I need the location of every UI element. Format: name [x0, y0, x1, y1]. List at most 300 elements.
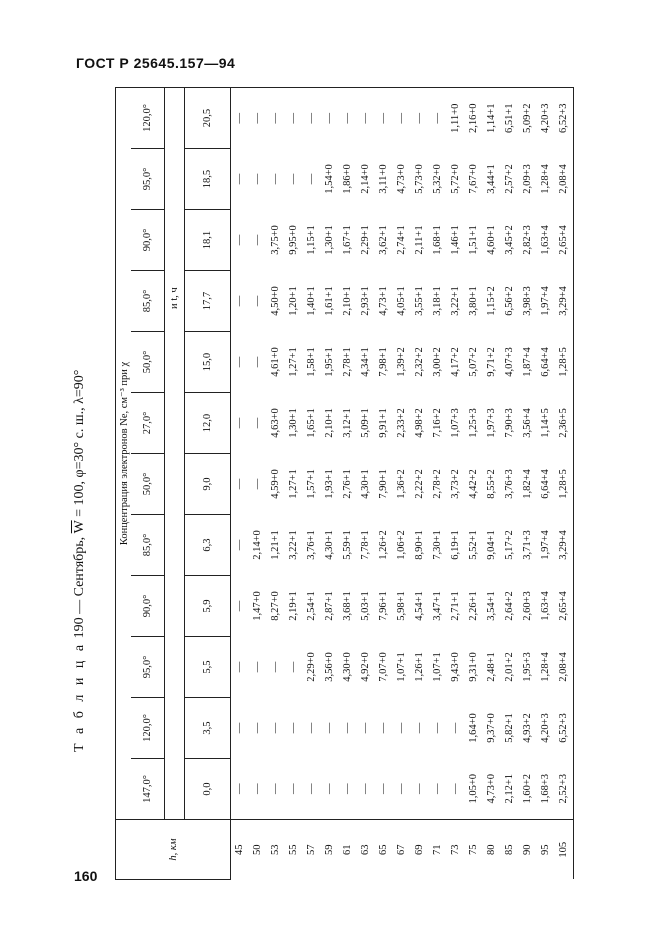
- concentration-cell: —: [450, 722, 461, 734]
- table-row: [465, 88, 483, 880]
- concentration-cell: 7,90+1: [378, 469, 389, 499]
- table-row: [519, 88, 537, 880]
- concentration-cell: 1,07+1: [432, 652, 443, 682]
- concentration-cell: 2,64+2: [504, 591, 515, 621]
- concentration-cell: 1,28+4: [540, 652, 551, 682]
- concentration-cell: —: [234, 539, 245, 551]
- concentration-cell: 2,29+1: [360, 225, 371, 255]
- table-row: [357, 88, 375, 880]
- concentration-cell: 1,15+2: [486, 286, 497, 316]
- time-header: 17,7: [185, 271, 231, 332]
- concentration-cell: 4,34+1: [360, 347, 371, 377]
- time-header: 20,5: [185, 88, 231, 149]
- concentration-cell: 2,65+4: [555, 210, 574, 271]
- concentration-cell: 9,37+0: [486, 713, 497, 743]
- concentration-cell: 1,93+1: [324, 469, 335, 499]
- concentration-cell: 7,96+1: [378, 591, 389, 621]
- chi-header: 50,0°: [131, 454, 165, 515]
- concentration-cell: 3,56+0: [324, 652, 335, 682]
- concentration-cell: 7,90+3: [504, 408, 515, 438]
- table-row: [429, 88, 447, 880]
- concentration-cell: —: [285, 88, 303, 149]
- table-row: [555, 88, 574, 880]
- concentration-cell: 1,97+4: [540, 286, 551, 316]
- concentration-cell: —: [270, 173, 281, 185]
- concentration-cell: —: [342, 722, 353, 734]
- concentration-cell: 1,30+1: [324, 225, 335, 255]
- concentration-cell: 1,57+1: [306, 469, 317, 499]
- concentration-cell: 5,72+0: [450, 164, 461, 194]
- concentration-cell: —: [339, 88, 357, 149]
- altitude-cell: 71: [429, 820, 447, 880]
- altitude-cell: 65: [375, 820, 393, 880]
- concentration-cell: 1,65+1: [306, 408, 317, 438]
- concentration-cell: 2,33+2: [396, 408, 407, 438]
- table-row: [447, 88, 465, 880]
- altitude-cell: 105: [555, 820, 574, 880]
- concentration-cell: —: [288, 173, 299, 185]
- concentration-cell: 2,29+0: [306, 652, 317, 682]
- concentration-cell: 1,95+3: [522, 652, 533, 682]
- concentration-cell: —: [375, 88, 393, 149]
- altitude-cell: 63: [357, 820, 375, 880]
- concentration-cell: 3,73+2: [450, 469, 461, 499]
- concentration-cell: 3,56+4: [522, 408, 533, 438]
- concentration-cell: —: [288, 783, 299, 794]
- altitude-cell: 55: [285, 820, 303, 880]
- table-row: [393, 88, 411, 880]
- concentration-cell: —: [357, 88, 375, 149]
- concentration-cell: 9,43+0: [450, 652, 461, 682]
- concentration-cell: 2,10+1: [342, 286, 353, 316]
- electron-concentration-table: [115, 87, 574, 880]
- concentration-cell: 2,48+1: [486, 652, 497, 682]
- concentration-cell: 1,27+1: [288, 347, 299, 377]
- concentration-cell: 4,20+3: [540, 713, 551, 743]
- table-row: [339, 88, 357, 880]
- chi-header: 90,0°: [131, 210, 165, 271]
- concentration-cell: 1,06+2: [396, 530, 407, 560]
- concentration-cell: —: [414, 722, 425, 734]
- concentration-cell: 5,73+0: [414, 164, 425, 194]
- page-number: 160: [74, 868, 98, 884]
- concentration-cell: 4,93+2: [522, 713, 533, 743]
- table-row: [231, 88, 250, 880]
- concentration-cell: 2,36+5: [555, 393, 574, 454]
- concentration-cell: —: [234, 478, 245, 490]
- concentration-cell: —: [432, 783, 443, 794]
- concentration-cell: —: [252, 722, 263, 734]
- concentration-cell: 1,26+1: [414, 652, 425, 682]
- concentration-cell: —: [270, 661, 281, 673]
- concentration-cell: —: [234, 234, 245, 246]
- concentration-cell: 4,07+3: [504, 347, 515, 377]
- concentration-cell: 2,52+3: [555, 759, 574, 820]
- concentration-cell: 7,07+0: [378, 652, 389, 682]
- concentration-cell: 1,82+4: [522, 469, 533, 499]
- concentration-cell: 2,14+0: [252, 530, 263, 560]
- concentration-cell: 4,30+0: [342, 652, 353, 682]
- concentration-cell: 4,30+1: [360, 469, 371, 499]
- concentration-cell: 3,54+1: [486, 591, 497, 621]
- concentration-cell: —: [306, 173, 317, 185]
- concentration-cell: 3,29+4: [555, 271, 574, 332]
- concentration-cell: 1,27+1: [288, 469, 299, 499]
- concentration-cell: 4,50+0: [270, 286, 281, 316]
- chi-header: 95,0°: [131, 149, 165, 210]
- concentration-cell: 1,46+1: [450, 225, 461, 255]
- concentration-cell: 4,42+2: [468, 469, 479, 499]
- concentration-cell: 5,98+1: [396, 591, 407, 621]
- concentration-cell: 4,92+0: [360, 652, 371, 682]
- concentration-cell: 4,73+1: [378, 286, 389, 316]
- concentration-cell: 4,63+0: [270, 408, 281, 438]
- concentration-cell: 2,08+4: [555, 637, 574, 698]
- concentration-cell: 5,59+1: [342, 530, 353, 560]
- concentration-cell: 4,54+1: [414, 591, 425, 621]
- time-header: 5,9: [185, 576, 231, 637]
- concentration-cell: —: [234, 600, 245, 612]
- chi-header: 27,0°: [131, 393, 165, 454]
- concentration-cell: —: [450, 783, 461, 794]
- altitude-cell: 57: [303, 820, 321, 880]
- concentration-cell: 1,36+2: [396, 469, 407, 499]
- concentration-cell: —: [414, 783, 425, 794]
- concentration-cell: 2,14+0: [360, 164, 371, 194]
- concentration-cell: —: [252, 417, 263, 429]
- concentration-cell: 5,07+2: [468, 347, 479, 377]
- chi-header: 120,0°: [131, 88, 165, 149]
- altitude-cell: 69: [411, 820, 429, 880]
- concentration-cell: —: [303, 88, 321, 149]
- concentration-cell: 1,97+4: [540, 530, 551, 560]
- concentration-cell: —: [324, 783, 335, 794]
- concentration-cell: 6,51+1: [501, 88, 519, 149]
- concentration-cell: —: [234, 417, 245, 429]
- table-row: [501, 88, 519, 880]
- altitude-cell: 85: [501, 820, 519, 880]
- concentration-cell: 1,54+0: [324, 164, 335, 194]
- concentration-cell: 1,07+1: [396, 652, 407, 682]
- chi-header: 120,0°: [131, 698, 165, 759]
- concentration-cell: —: [432, 722, 443, 734]
- concentration-cell: 3,44+1: [486, 164, 497, 194]
- time-header: 5,5: [185, 637, 231, 698]
- concentration-cell: 4,73+0: [486, 773, 497, 804]
- concentration-cell: 3,62+1: [378, 225, 389, 255]
- concentration-cell: 2,78+1: [342, 347, 353, 377]
- chi-header: 85,0°: [131, 515, 165, 576]
- concentration-cell: 6,56+2: [504, 286, 515, 316]
- concentration-cell: 3,98+3: [522, 286, 533, 316]
- concentration-cell: 8,55+2: [486, 469, 497, 499]
- concentration-cell: —: [306, 722, 317, 734]
- concentration-cell: 6,64+4: [540, 347, 551, 377]
- concentration-cell: 4,20+3: [537, 88, 555, 149]
- table-row: [249, 88, 267, 880]
- concentration-cell: —: [270, 783, 281, 794]
- h-header: h, км: [116, 820, 231, 880]
- concentration-cell: 1,39+2: [396, 347, 407, 377]
- altitude-cell: 50: [249, 820, 267, 880]
- concentration-cell: 3,80+1: [468, 286, 479, 316]
- concentration-cell: 2,76+1: [342, 469, 353, 499]
- concentration-cell: 7,78+1: [360, 530, 371, 560]
- concentration-cell: 2,57+2: [504, 164, 515, 194]
- concentration-cell: 2,19+1: [288, 591, 299, 621]
- time-header: 18,1: [185, 210, 231, 271]
- concentration-cell: 1,11+0: [447, 88, 465, 149]
- concentration-cell: 1,15+1: [306, 225, 317, 255]
- concentration-cell: 4,30+1: [324, 530, 335, 560]
- concentration-cell: 2,08+4: [555, 149, 574, 210]
- table-title-number: 190: [72, 617, 87, 639]
- concentration-cell: 1,28+4: [540, 164, 551, 194]
- concentration-cell: 2,78+2: [432, 469, 443, 499]
- concentration-cell: 4,60+1: [486, 225, 497, 255]
- concentration-cell: 7,30+1: [432, 530, 443, 560]
- concentration-cell: —: [252, 661, 263, 673]
- concentration-cell: —: [360, 783, 371, 794]
- time-header: 9,0: [185, 454, 231, 515]
- concentration-cell: 7,16+2: [432, 408, 443, 438]
- chi-header: 95,0°: [131, 637, 165, 698]
- concentration-cell: 4,05+1: [396, 286, 407, 316]
- time-header: 6,3: [185, 515, 231, 576]
- concentration-cell: 9,31+0: [468, 652, 479, 682]
- concentration-cell: 4,61+0: [270, 347, 281, 377]
- concentration-cell: 1,20+1: [288, 286, 299, 316]
- concentration-cell: 9,71+2: [486, 347, 497, 377]
- concentration-cell: 3,75+0: [270, 225, 281, 255]
- document-header: ГОСТ Р 25645.157—94: [76, 55, 236, 71]
- concentration-cell: 3,71+3: [522, 530, 533, 560]
- concentration-cell: 2,26+1: [468, 591, 479, 621]
- chi-header: 147,0°: [131, 759, 165, 820]
- concentration-cell: 1,63+4: [540, 225, 551, 255]
- concentration-cell: 1,68+1: [432, 225, 443, 255]
- altitude-cell: 80: [483, 820, 501, 880]
- concentration-cell: 3,76+1: [306, 530, 317, 560]
- concentration-cell: 1,61+1: [324, 286, 335, 316]
- concentration-cell: —: [378, 722, 389, 734]
- concentration-cell: —: [342, 783, 353, 794]
- time-header: 0,0: [185, 759, 231, 820]
- concentration-cell: 1,25+3: [468, 408, 479, 438]
- concentration-cell: 3,22+1: [450, 286, 461, 316]
- concentration-cell: 2,32+2: [414, 347, 425, 377]
- concentration-cell: —: [234, 173, 245, 185]
- concentration-cell: 1,14+5: [540, 408, 551, 438]
- concentration-cell: 5,52+1: [468, 530, 479, 560]
- concentration-cell: 6,52+3: [555, 698, 574, 759]
- concentration-cell: 4,17+2: [450, 347, 461, 377]
- concentration-cell: —: [360, 722, 371, 734]
- concentration-cell: 5,09+1: [360, 408, 371, 438]
- altitude-cell: 53: [267, 820, 285, 880]
- concentration-cell: —: [234, 722, 245, 734]
- concentration-cell: 1,40+1: [306, 286, 317, 316]
- concentration-cell: 1,64+0: [468, 713, 479, 743]
- time-header: 18,5: [185, 149, 231, 210]
- concentration-cell: —: [234, 661, 245, 673]
- concentration-cell: 6,19+1: [450, 530, 461, 560]
- concentration-cell: 5,09+2: [519, 88, 537, 149]
- concentration-cell: 7,98+1: [378, 347, 389, 377]
- concentration-cell: 5,82+1: [504, 713, 515, 743]
- concentration-cell: 1,47+0: [252, 591, 263, 621]
- table-row: [321, 88, 339, 880]
- altitude-cell: 95: [537, 820, 555, 880]
- concentration-cell: 2,09+3: [522, 164, 533, 194]
- t-header: и t, ч: [165, 88, 185, 820]
- concentration-cell: —: [324, 722, 335, 734]
- concentration-cell: 3,22+1: [288, 530, 299, 560]
- concentration-cell: 3,11+0: [378, 164, 389, 194]
- concentration-cell: 1,97+3: [486, 408, 497, 438]
- table-row: [285, 88, 303, 880]
- concentration-cell: 2,16+0: [465, 88, 483, 149]
- concentration-cell: 1,05+0: [468, 773, 479, 804]
- concentration-cell: —: [411, 88, 429, 149]
- altitude-cell: 45: [231, 820, 250, 880]
- concentration-cell: 4,98+2: [414, 408, 425, 438]
- concentration-cell: —: [288, 722, 299, 734]
- concentration-cell: —: [396, 722, 407, 734]
- concentration-cell: 1,28+5: [555, 454, 574, 515]
- concentration-cell: 1,95+1: [324, 347, 335, 377]
- concentration-cell: 1,86+0: [342, 164, 353, 194]
- concentration-cell: 3,68+1: [342, 591, 353, 621]
- table-row: [537, 88, 555, 880]
- concentration-cell: 3,00+2: [432, 347, 443, 377]
- table-row: [375, 88, 393, 880]
- concentration-cell: 2,93+1: [360, 286, 371, 316]
- concentration-cell: 7,67+0: [468, 164, 479, 194]
- concentration-cell: —: [321, 88, 339, 149]
- table-row: [303, 88, 321, 880]
- concentration-cell: 1,67+1: [342, 225, 353, 255]
- altitude-cell: 75: [465, 820, 483, 880]
- concentration-cell: —: [234, 356, 245, 368]
- concentration-cell: 2,54+1: [306, 591, 317, 621]
- concentration-cell: —: [252, 478, 263, 490]
- concentration-cell: 5,17+2: [504, 530, 515, 560]
- concentration-cell: 4,59+0: [270, 469, 281, 499]
- concentration-cell: —: [429, 88, 447, 149]
- concentration-cell: 2,11+1: [414, 225, 425, 255]
- concentration-cell: 1,63+4: [540, 591, 551, 621]
- concentration-cell: 1,51+1: [468, 225, 479, 255]
- concentration-cell: —: [252, 173, 263, 185]
- concentration-cell: 3,55+1: [414, 286, 425, 316]
- table-title-params: = 100, φ=30° с. ш., λ=90°: [72, 369, 87, 517]
- table-row: [411, 88, 429, 880]
- table-title-month: — Сентябрь,: [72, 536, 87, 614]
- concentration-cell: 1,14+1: [483, 88, 501, 149]
- concentration-cell: 9,95+0: [288, 225, 299, 255]
- concentration-cell: 1,26+2: [378, 530, 389, 560]
- concentration-cell: 1,87+4: [522, 347, 533, 377]
- concentration-cell: 3,12+1: [342, 408, 353, 438]
- rotated-table-block: [68, 82, 578, 882]
- concentration-cell: 3,76+3: [504, 469, 515, 499]
- concentration-cell: 2,74+1: [396, 225, 407, 255]
- concentration-cell: 8,90+1: [414, 530, 425, 560]
- concentration-cell: 2,71+1: [450, 591, 461, 621]
- concentration-cell: 5,03+1: [360, 591, 371, 621]
- concentration-cell: 2,82+3: [522, 225, 533, 255]
- concentration-cell: —: [378, 783, 389, 794]
- concentration-cell: 1,28+5: [555, 332, 574, 393]
- concentration-cell: 5,32+0: [432, 164, 443, 194]
- concentration-cell: —: [252, 234, 263, 246]
- table-title: [72, 370, 88, 752]
- concentration-cell: —: [231, 88, 250, 149]
- chi-header: 50,0°: [131, 332, 165, 393]
- concentration-cell: 4,73+0: [396, 164, 407, 194]
- altitude-cell: 61: [339, 820, 357, 880]
- concentration-cell: —: [306, 783, 317, 794]
- concentration-cell: 2,01+2: [504, 652, 515, 682]
- table-title-w-symbol: $\overline{W}$: [72, 520, 87, 534]
- concentration-cell: 1,21+1: [270, 530, 281, 560]
- concentration-cell: —: [288, 661, 299, 673]
- concentration-cell: 9,91+1: [378, 408, 389, 438]
- concentration-cell: —: [249, 88, 267, 149]
- concentration-cell: —: [252, 295, 263, 307]
- concentration-cell: —: [393, 88, 411, 149]
- concentration-cell: 9,04+1: [486, 530, 497, 560]
- table-row: [483, 88, 501, 880]
- concentration-cell: 2,12+1: [504, 773, 515, 804]
- concentration-cell: —: [270, 722, 281, 734]
- concentration-cell: 2,87+1: [324, 591, 335, 621]
- table-title-prefix: Т а б л и ц а: [72, 641, 87, 752]
- altitude-cell: 59: [321, 820, 339, 880]
- table-row: [267, 88, 285, 880]
- concentration-cell: 3,18+1: [432, 286, 443, 316]
- concentration-cell: —: [234, 295, 245, 307]
- concentration-cell: 3,47+1: [432, 591, 443, 621]
- altitude-cell: 67: [393, 820, 411, 880]
- group-header: Концентрация электронов Ne, см⁻³ при χ: [116, 88, 132, 820]
- concentration-cell: 1,30+1: [288, 408, 299, 438]
- concentration-cell: —: [234, 783, 245, 794]
- concentration-cell: —: [396, 783, 407, 794]
- chi-header: 90,0°: [131, 576, 165, 637]
- altitude-cell: 90: [519, 820, 537, 880]
- chi-header: 85,0°: [131, 271, 165, 332]
- concentration-cell: 2,22+2: [414, 469, 425, 499]
- time-header: 12,0: [185, 393, 231, 454]
- concentration-cell: 2,10+1: [324, 408, 335, 438]
- concentration-cell: 3,29+4: [555, 515, 574, 576]
- concentration-cell: 1,58+1: [306, 347, 317, 377]
- concentration-cell: 2,65+4: [555, 576, 574, 637]
- time-header: 3,5: [185, 698, 231, 759]
- concentration-cell: 1,60+2: [522, 773, 533, 804]
- time-header: 15,0: [185, 332, 231, 393]
- concentration-cell: 6,52+3: [555, 88, 574, 149]
- concentration-cell: 6,64+4: [540, 469, 551, 499]
- concentration-cell: —: [252, 356, 263, 368]
- concentration-cell: —: [267, 88, 285, 149]
- concentration-cell: 3,45+2: [504, 225, 515, 255]
- concentration-cell: 1,68+3: [540, 773, 551, 804]
- concentration-cell: 8,27+0: [270, 591, 281, 621]
- concentration-cell: —: [252, 783, 263, 794]
